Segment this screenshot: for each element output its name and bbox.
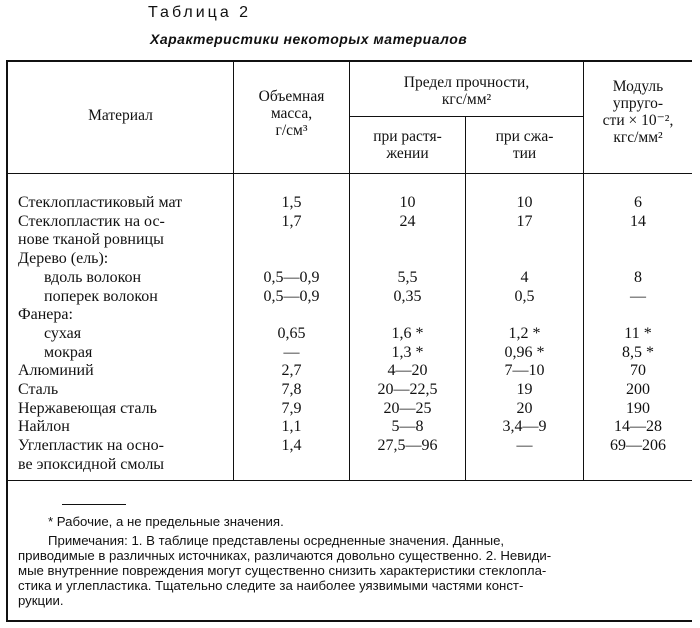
cell-density: 0,65 [277,324,306,342]
cell-modulus: 14 [630,212,646,230]
cell-modulus: 200 [626,381,650,398]
header-density: Объемная масса, г/см³ [258,88,325,139]
cell-compression: 4 [520,268,529,286]
cell-tension: 24 [399,212,416,230]
row-material-name: Фанера: [18,306,73,324]
note-line: мые внутренние повреждения могут существенно снизить характеристики стеклопла- [18,563,547,578]
cell-density: 1,4 [281,437,302,455]
row-material-name: Стеклопластик на ос- [18,212,165,230]
cell-tension: 20—22,5 [377,381,438,398]
row-material-name: нове тканой ровницы [18,231,164,249]
cell-compression: 0,5 [514,287,535,305]
cell-tension: 10 [399,194,416,211]
cell-tension: 1,6 * [391,324,424,342]
cell-tension: 1,3 * [391,343,424,361]
header-tension: при растя- жении [373,128,442,162]
cell-tension: 5,5 [397,268,418,286]
cell-density: 1,1 [281,418,302,436]
cell-tension: 20—25 [383,399,432,417]
row-material-name: Сталь [18,381,59,398]
cell-modulus: 11 * [624,324,652,342]
body-bottom-rule [6,480,692,481]
cell-density: 7,8 [281,381,302,398]
strength-sub-rule [349,116,583,117]
table-title: Характеристики некоторых материалов [150,31,468,47]
row-material-name: сухая [44,324,82,342]
row-material-name: Алюминий [18,362,94,380]
cell-modulus: 69—206 [610,437,666,455]
cell-modulus: 8,5 * [622,343,654,361]
cell-compression: 17 [516,212,533,230]
cell-modulus: 14—28 [614,418,662,436]
footnote: * Рабочие, а не предельные значения. [48,514,284,529]
cell-density: 1,5 [281,194,302,211]
cell-compression: 7—10 [504,362,545,380]
cell-density: 0,5—0,9 [263,268,320,286]
cell-tension: 27,5—96 [377,437,438,455]
cell-density: 7,9 [281,399,302,417]
row-material-name: Нержавеющая сталь [18,399,157,417]
cell-modulus: 190 [626,399,650,417]
note-line: рукции. [18,593,64,608]
cell-modulus: — [630,287,646,305]
row-material-name: Углепластик на осно- [18,437,164,455]
cell-density: 2,7 [281,362,302,380]
header-rule [6,173,692,174]
note-line: Примечания: 1. В таблице представлены осредненные значения. Данные, [48,533,505,548]
cell-compression: 19 [516,381,533,398]
cell-density: 1,7 [281,212,302,230]
row-material-name: ве эпоксидной смолы [18,455,165,473]
cell-compression: — [516,437,533,455]
note-line: приводимые в различных источниках, различаются довольно существенно. 2. Невиди- [18,548,552,563]
row-material-name: Найлон [18,418,70,436]
row-material-name: Дерево (ель): [18,250,109,268]
cell-compression: 1,2 * [508,324,541,342]
row-material-name: вдоль волокон [44,268,142,286]
header-compression: при сжа- тии [495,128,554,162]
cell-modulus: 8 [634,268,642,286]
cell-compression: 20 [516,399,533,417]
row-material-name: мокрая [44,343,93,361]
cell-compression: 3,4—9 [502,418,547,436]
cell-tension: 4—20 [387,362,428,380]
cell-tension: 5—8 [391,418,424,436]
cell-density: 0,5—0,9 [263,287,320,305]
cell-density: — [283,343,300,361]
row-material-name: Стеклопластиковый мат [18,194,183,211]
header-modulus: Модуль упруго- сти × 10⁻², кгс/мм² [602,78,674,146]
header-strength: Предел прочности, кгс/мм² [403,74,530,108]
cell-compression: 0,96 * [504,343,545,361]
note-line: стика и углепластика. Тщательно следите за наиболее уязвимыми частями конст- [18,578,524,593]
table-label: Таблица 2 [148,4,252,21]
cell-modulus: 70 [630,362,646,380]
cell-compression: 10 [516,194,533,211]
row-material-name: поперек волокон [44,287,158,305]
footnote-rule [62,504,126,505]
header-material: Материал [88,107,153,124]
cell-tension: 0,35 [393,287,422,305]
cell-modulus: 6 [634,194,642,211]
